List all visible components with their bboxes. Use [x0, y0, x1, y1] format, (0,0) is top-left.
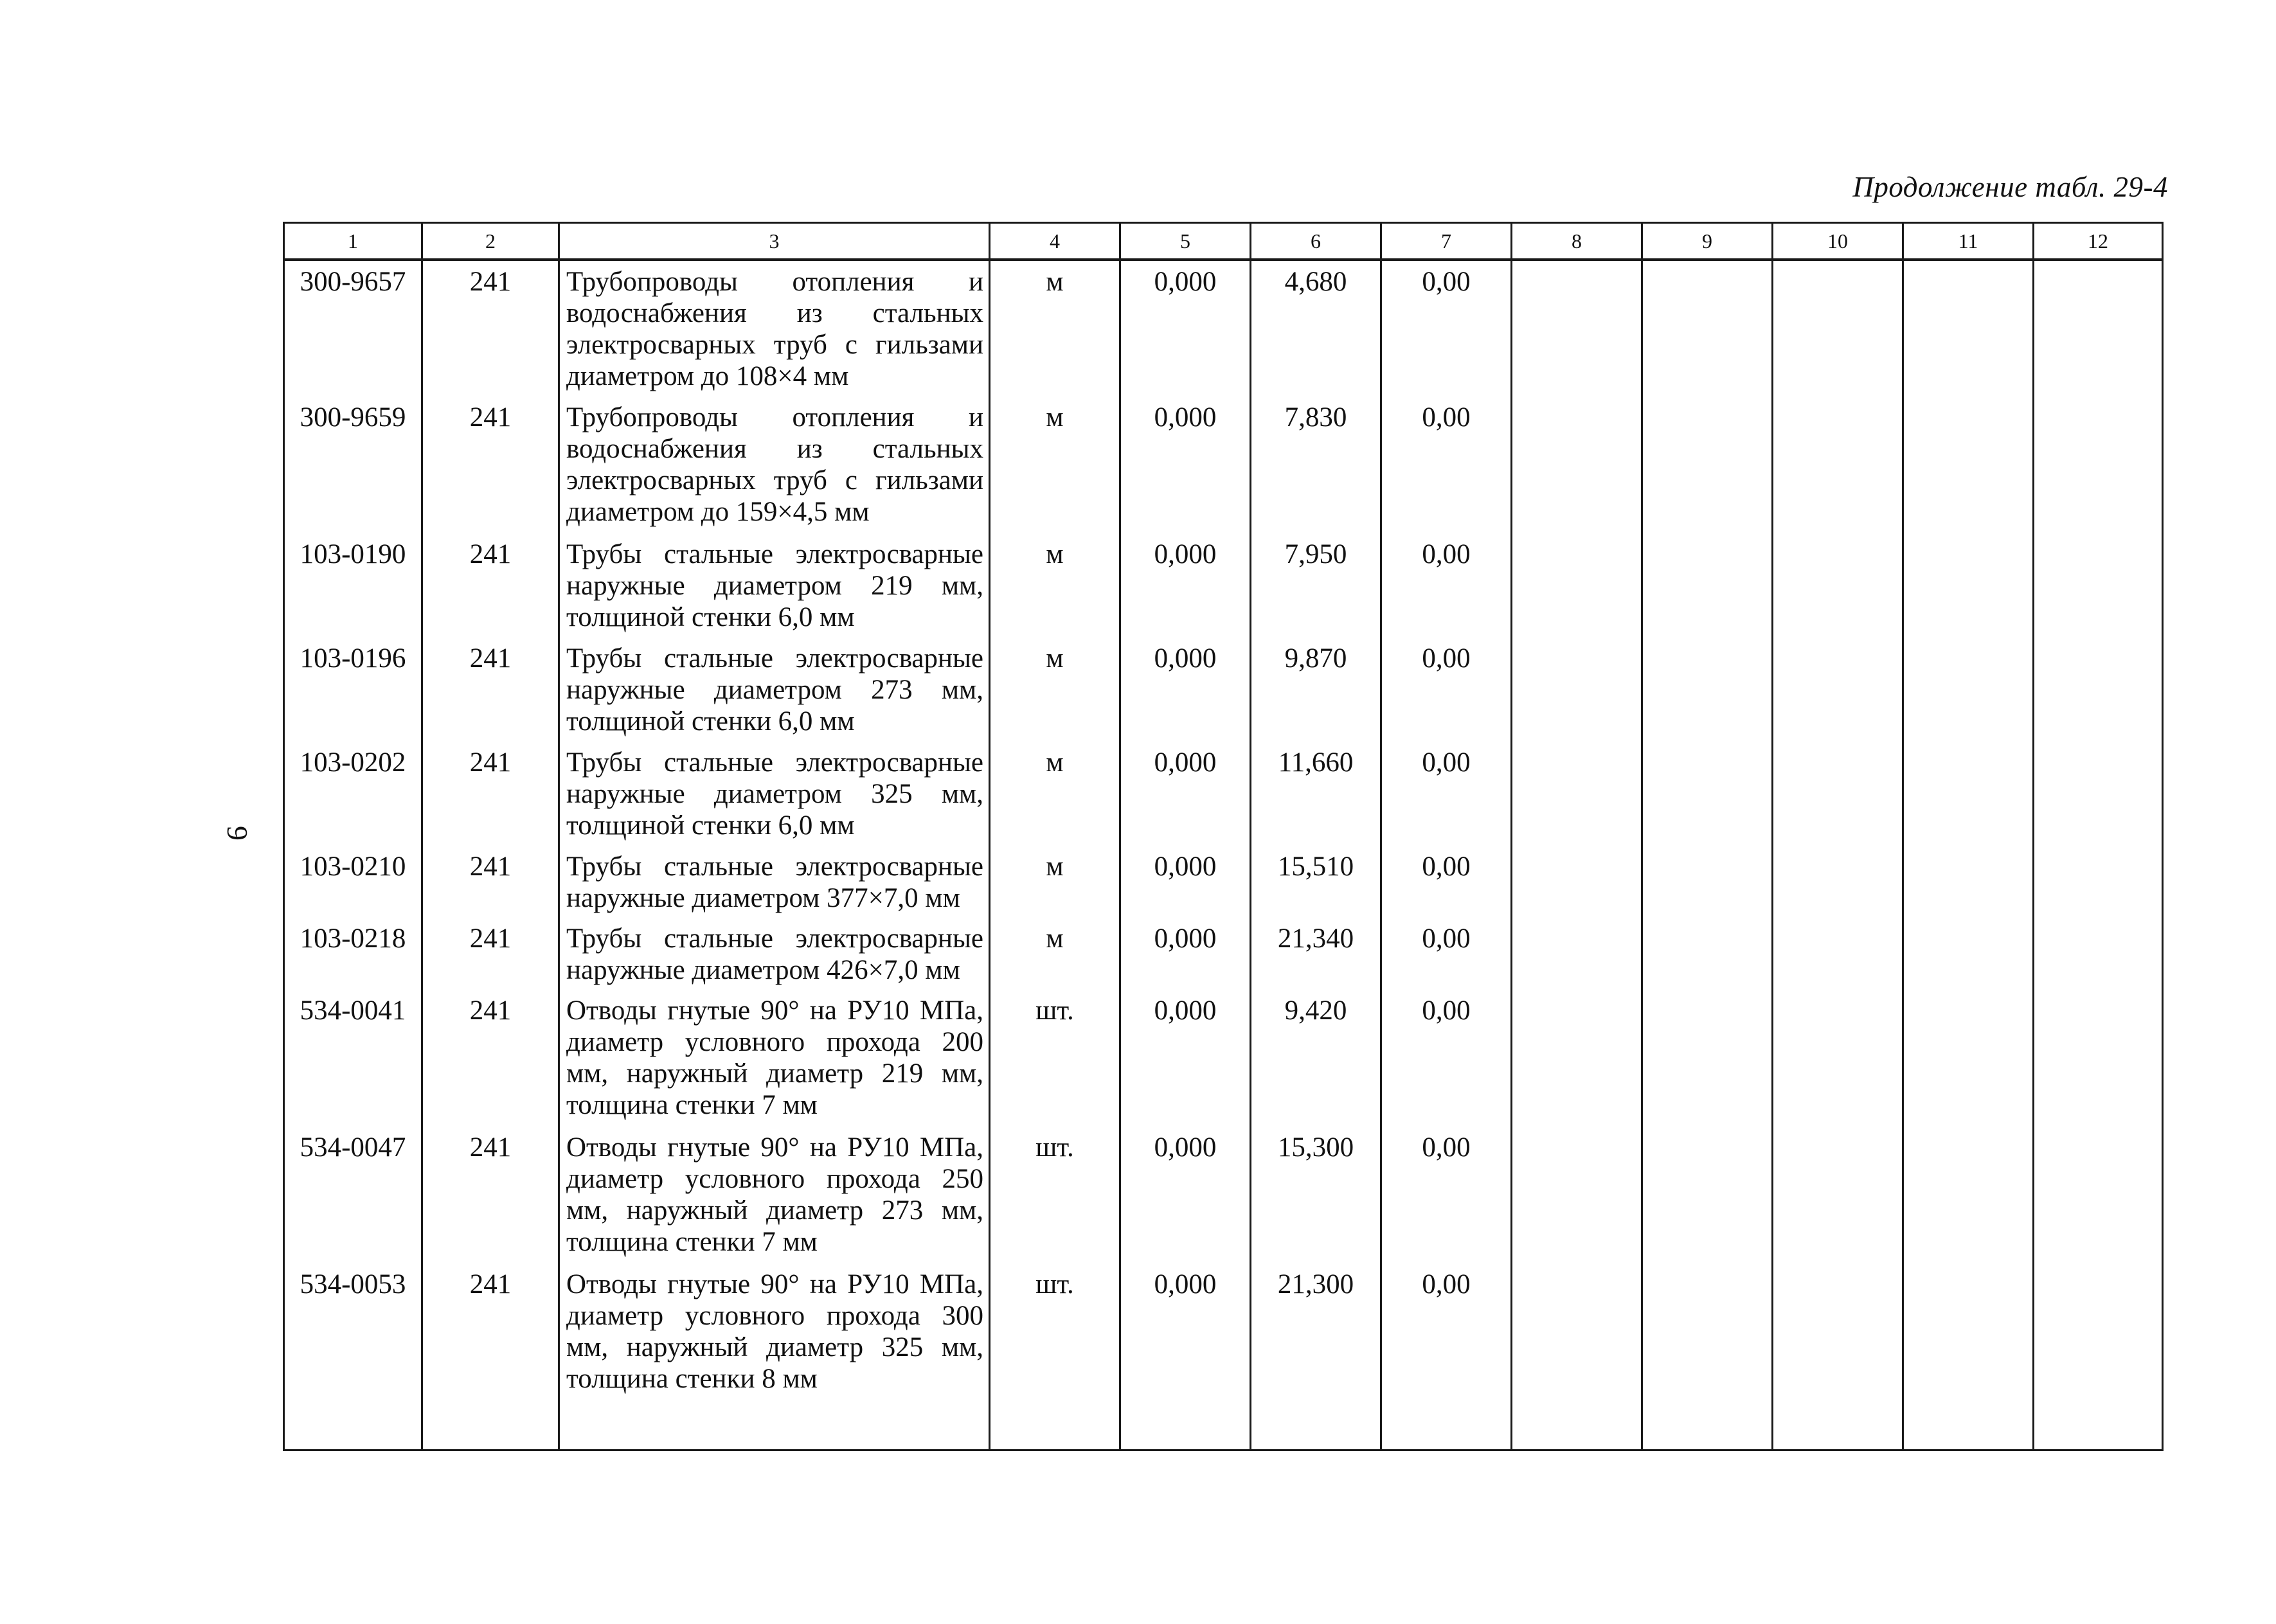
- empty-cell: [1903, 397, 2034, 533]
- number-cell: 241: [422, 1263, 559, 1450]
- empty-cell: [1773, 533, 1903, 638]
- empty-cell: [1512, 397, 1642, 533]
- empty-cell: [1773, 990, 1903, 1127]
- table-row: [284, 1127, 2163, 1263]
- code-cell: 534-0041: [284, 990, 422, 1127]
- code-cell: 534-0053: [284, 1263, 422, 1450]
- column-header: 2: [422, 223, 559, 260]
- empty-cell: [1642, 990, 1773, 1127]
- number-cell: 241: [422, 1127, 559, 1263]
- empty-cell: [1642, 1263, 1773, 1450]
- name-cell: Трубы стальные электросварные наружные диаметром 325 мм, толщиной стенки 6,0 мм: [559, 742, 990, 846]
- empty-cell: [2034, 918, 2163, 990]
- empty-cell: [2034, 533, 2163, 638]
- code-cell: 103-0210: [284, 846, 422, 918]
- column-header: 8: [1512, 223, 1642, 260]
- name-cell: Трубы стальные электросварные наружные диаметром 219 мм, толщиной стенки 6,0 мм: [559, 533, 990, 638]
- empty-cell: [2034, 1263, 2163, 1450]
- value-cell: 0,000: [1120, 397, 1251, 533]
- column-header: 3: [559, 223, 990, 260]
- code-cell: 103-0190: [284, 533, 422, 638]
- empty-cell: [1642, 397, 1773, 533]
- value-cell: 0,00: [1381, 260, 1512, 397]
- value-cell: 0,000: [1120, 260, 1251, 397]
- column-header: 4: [990, 223, 1120, 260]
- value-cell: 7,950: [1251, 533, 1381, 638]
- empty-cell: [1903, 846, 2034, 918]
- table-row: [284, 742, 2163, 846]
- name-cell: Трубопроводы отопления и водоснабжения из стальных электросварных труб с гильзами диаметром до 159×4,5 мм: [559, 397, 990, 533]
- empty-cell: [2034, 742, 2163, 846]
- column-header: 5: [1120, 223, 1251, 260]
- code-cell: 103-0218: [284, 918, 422, 990]
- unit-cell: м: [990, 638, 1120, 742]
- table-row: [284, 990, 2163, 1127]
- value-cell: 0,000: [1120, 918, 1251, 990]
- empty-cell: [1903, 638, 2034, 742]
- empty-cell: [1642, 846, 1773, 918]
- empty-cell: [1512, 846, 1642, 918]
- value-cell: 0,000: [1120, 1263, 1251, 1450]
- value-cell: 0,00: [1381, 397, 1512, 533]
- value-cell: 0,00: [1381, 638, 1512, 742]
- empty-cell: [1512, 990, 1642, 1127]
- empty-cell: [1773, 1263, 1903, 1450]
- data-table: [283, 222, 2164, 1451]
- table-row: [284, 1263, 2163, 1450]
- name-cell: Отводы гнутые 90° на РУ10 МПа, диаметр условного прохода 250 мм, наружный диаметр 273 мм, толщина стенки 7 мм: [559, 1127, 990, 1263]
- unit-cell: шт.: [990, 990, 1120, 1127]
- value-cell: 0,00: [1381, 846, 1512, 918]
- empty-cell: [1773, 1127, 1903, 1263]
- empty-cell: [2034, 638, 2163, 742]
- empty-cell: [1512, 1127, 1642, 1263]
- number-cell: 241: [422, 397, 559, 533]
- value-cell: 0,000: [1120, 846, 1251, 918]
- value-cell: 21,300: [1251, 1263, 1381, 1450]
- empty-cell: [1773, 638, 1903, 742]
- column-header: 10: [1773, 223, 1903, 260]
- name-cell: Трубы стальные электросварные наружные диаметром 426×7,0 мм: [559, 918, 990, 990]
- value-cell: 4,680: [1251, 260, 1381, 397]
- empty-cell: [1512, 638, 1642, 742]
- number-cell: 241: [422, 260, 559, 397]
- empty-cell: [2034, 1127, 2163, 1263]
- value-cell: 0,00: [1381, 742, 1512, 846]
- value-cell: 15,300: [1251, 1127, 1381, 1263]
- value-cell: 0,000: [1120, 990, 1251, 1127]
- empty-cell: [1642, 1127, 1773, 1263]
- unit-cell: шт.: [990, 1127, 1120, 1263]
- table-header-row: [284, 223, 2163, 260]
- code-cell: 103-0202: [284, 742, 422, 846]
- unit-cell: шт.: [990, 1263, 1120, 1450]
- empty-cell: [1903, 1263, 2034, 1450]
- table-row: [284, 638, 2163, 742]
- code-cell: 534-0047: [284, 1127, 422, 1263]
- empty-cell: [1903, 918, 2034, 990]
- name-cell: Отводы гнутые 90° на РУ10 МПа, диаметр условного прохода 300 мм, наружный диаметр 325 мм, толщина стенки 8 мм: [559, 1263, 990, 1450]
- name-cell: Трубопроводы отопления и водоснабжения из стальных электросварных труб с гильзами диаметром до 108×4 мм: [559, 260, 990, 397]
- empty-cell: [1773, 260, 1903, 397]
- name-cell: Трубы стальные электросварные наружные диаметром 377×7,0 мм: [559, 846, 990, 918]
- empty-cell: [1512, 742, 1642, 846]
- number-cell: 241: [422, 846, 559, 918]
- value-cell: 0,000: [1120, 1127, 1251, 1263]
- empty-cell: [1903, 533, 2034, 638]
- empty-cell: [1512, 260, 1642, 397]
- number-cell: 241: [422, 918, 559, 990]
- value-cell: 0,00: [1381, 1127, 1512, 1263]
- empty-cell: [1773, 742, 1903, 846]
- column-header: 9: [1642, 223, 1773, 260]
- value-cell: 0,00: [1381, 918, 1512, 990]
- empty-cell: [1642, 638, 1773, 742]
- page-number: 9: [221, 826, 254, 841]
- column-header: 1: [284, 223, 422, 260]
- empty-cell: [1642, 533, 1773, 638]
- table-row: [284, 397, 2163, 533]
- unit-cell: м: [990, 742, 1120, 846]
- empty-cell: [1512, 533, 1642, 638]
- code-cell: 300-9659: [284, 397, 422, 533]
- empty-cell: [1642, 260, 1773, 397]
- table-row: [284, 260, 2163, 397]
- code-cell: 103-0196: [284, 638, 422, 742]
- empty-cell: [2034, 397, 2163, 533]
- value-cell: 0,00: [1381, 1263, 1512, 1450]
- empty-cell: [1642, 918, 1773, 990]
- column-header: 11: [1903, 223, 2034, 260]
- empty-cell: [1903, 1127, 2034, 1263]
- table-row: [284, 846, 2163, 918]
- number-cell: 241: [422, 638, 559, 742]
- unit-cell: м: [990, 846, 1120, 918]
- empty-cell: [1512, 1263, 1642, 1450]
- table-continuation-caption: Продолжение табл. 29-4: [1852, 171, 2168, 203]
- unit-cell: м: [990, 533, 1120, 638]
- empty-cell: [1903, 260, 2034, 397]
- value-cell: 0,00: [1381, 990, 1512, 1127]
- number-cell: 241: [422, 533, 559, 638]
- empty-cell: [1903, 742, 2034, 846]
- empty-cell: [1903, 990, 2034, 1127]
- empty-cell: [2034, 846, 2163, 918]
- empty-cell: [1773, 918, 1903, 990]
- code-cell: 300-9657: [284, 260, 422, 397]
- empty-cell: [2034, 990, 2163, 1127]
- empty-cell: [1512, 918, 1642, 990]
- value-cell: 21,340: [1251, 918, 1381, 990]
- name-cell: Отводы гнутые 90° на РУ10 МПа, диаметр условного прохода 200 мм, наружный диаметр 219 мм, толщина стенки 7 мм: [559, 990, 990, 1127]
- column-header: 6: [1251, 223, 1381, 260]
- column-header: 7: [1381, 223, 1512, 260]
- value-cell: 9,420: [1251, 990, 1381, 1127]
- column-header: 12: [2034, 223, 2163, 260]
- number-cell: 241: [422, 742, 559, 846]
- unit-cell: м: [990, 260, 1120, 397]
- unit-cell: м: [990, 397, 1120, 533]
- value-cell: 11,660: [1251, 742, 1381, 846]
- value-cell: 7,830: [1251, 397, 1381, 533]
- empty-cell: [1773, 846, 1903, 918]
- value-cell: 0,000: [1120, 742, 1251, 846]
- empty-cell: [1773, 397, 1903, 533]
- table-row: [284, 533, 2163, 638]
- value-cell: 0,000: [1120, 533, 1251, 638]
- empty-cell: [1642, 742, 1773, 846]
- number-cell: 241: [422, 990, 559, 1127]
- value-cell: 0,000: [1120, 638, 1251, 742]
- name-cell: Трубы стальные электросварные наружные диаметром 273 мм, толщиной стенки 6,0 мм: [559, 638, 990, 742]
- table-row: [284, 918, 2163, 990]
- value-cell: 15,510: [1251, 846, 1381, 918]
- unit-cell: м: [990, 918, 1120, 990]
- empty-cell: [2034, 260, 2163, 397]
- value-cell: 9,870: [1251, 638, 1381, 742]
- value-cell: 0,00: [1381, 533, 1512, 638]
